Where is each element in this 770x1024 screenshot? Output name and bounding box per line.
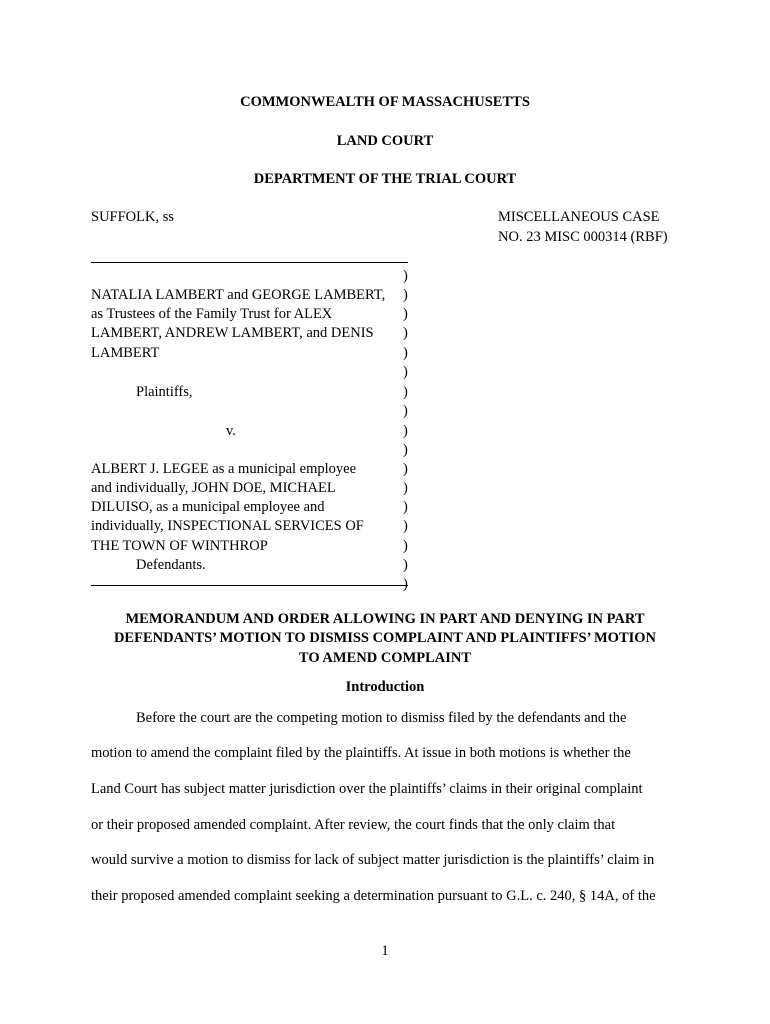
defendant-line: ALBERT J. LEGEE as a municipal employee: [91, 461, 357, 477]
document-title-line: MEMORANDUM AND ORDER ALLOWING IN PART AND DENYING IN PART: [125, 611, 645, 627]
document-title-line: DEFENDANTS’ MOTION TO DISMISS COMPLAINT AND PLAINTIFFS’ MOTION: [113, 630, 657, 646]
defendant-line: THE TOWN OF WINTHROP: [91, 538, 268, 554]
document-title-line: TO AMEND COMPLAINT: [298, 650, 472, 666]
body-line: would survive a motion to dismiss for lack of subject matter jurisdiction is the plaintiffs’ claim in: [91, 852, 655, 868]
versus: v.: [226, 423, 236, 439]
body-line: motion to amend the complaint filed by the plaintiffs. At issue in both motions is whether the: [91, 745, 631, 761]
plaintiff-line: LAMBERT, ANDREW LAMBERT, and DENIS: [91, 325, 374, 341]
header-department: DEPARTMENT OF THE TRIAL COURT: [253, 171, 517, 187]
caption-paren: ): [403, 442, 408, 458]
caption-paren: ): [403, 364, 408, 380]
defendants-label: Defendants.: [136, 557, 206, 573]
caption-paren: ): [403, 557, 408, 573]
defendant-line: individually, INSPECTIONAL SERVICES OF: [91, 518, 364, 534]
caption-bottom-rule: [91, 585, 408, 586]
case-type: MISCELLANEOUS CASE: [498, 209, 660, 225]
plaintiffs-label: Plaintiffs,: [136, 384, 193, 400]
caption-paren: ): [403, 268, 408, 284]
caption-paren: ): [403, 345, 408, 361]
caption-paren: ): [403, 384, 408, 400]
body-line: Before the court are the competing motion to dismiss filed by the defendants and the: [136, 710, 627, 726]
caption-paren: ): [403, 403, 408, 419]
plaintiff-line: LAMBERT: [91, 345, 160, 361]
caption-top-rule: [91, 262, 408, 263]
case-number: NO. 23 MISC 000314 (RBF): [498, 229, 668, 245]
caption-paren: ): [403, 461, 408, 477]
venue: SUFFOLK, ss: [91, 209, 174, 225]
caption-paren: ): [403, 499, 408, 515]
plaintiff-line: as Trustees of the Family Trust for ALEX: [91, 306, 333, 322]
page-number: 1: [381, 943, 389, 959]
header-commonwealth: COMMONWEALTH OF MASSACHUSETTS: [240, 94, 530, 110]
defendant-line: DILUISO, as a municipal employee and: [91, 499, 325, 515]
caption-paren: ): [403, 576, 408, 592]
body-line: their proposed amended complaint seeking a determination pursuant to G.L. c. 240, § 14A, of the: [91, 888, 656, 904]
body-line: or their proposed amended complaint. After review, the court finds that the only claim that: [91, 817, 616, 833]
body-line: Land Court has subject matter jurisdiction over the plaintiffs’ claims in their original complaint: [91, 781, 643, 797]
caption-paren: ): [403, 518, 408, 534]
caption-paren: ): [403, 287, 408, 303]
header-court: LAND COURT: [336, 133, 434, 149]
caption-paren: ): [403, 423, 408, 439]
section-heading: Introduction: [345, 679, 425, 695]
caption-paren: ): [403, 538, 408, 554]
defendant-line: and individually, JOHN DOE, MICHAEL: [91, 480, 336, 496]
caption-paren: ): [403, 480, 408, 496]
caption-paren: ): [403, 325, 408, 341]
caption-paren: ): [403, 306, 408, 322]
plaintiff-line: NATALIA LAMBERT and GEORGE LAMBERT,: [91, 287, 386, 303]
